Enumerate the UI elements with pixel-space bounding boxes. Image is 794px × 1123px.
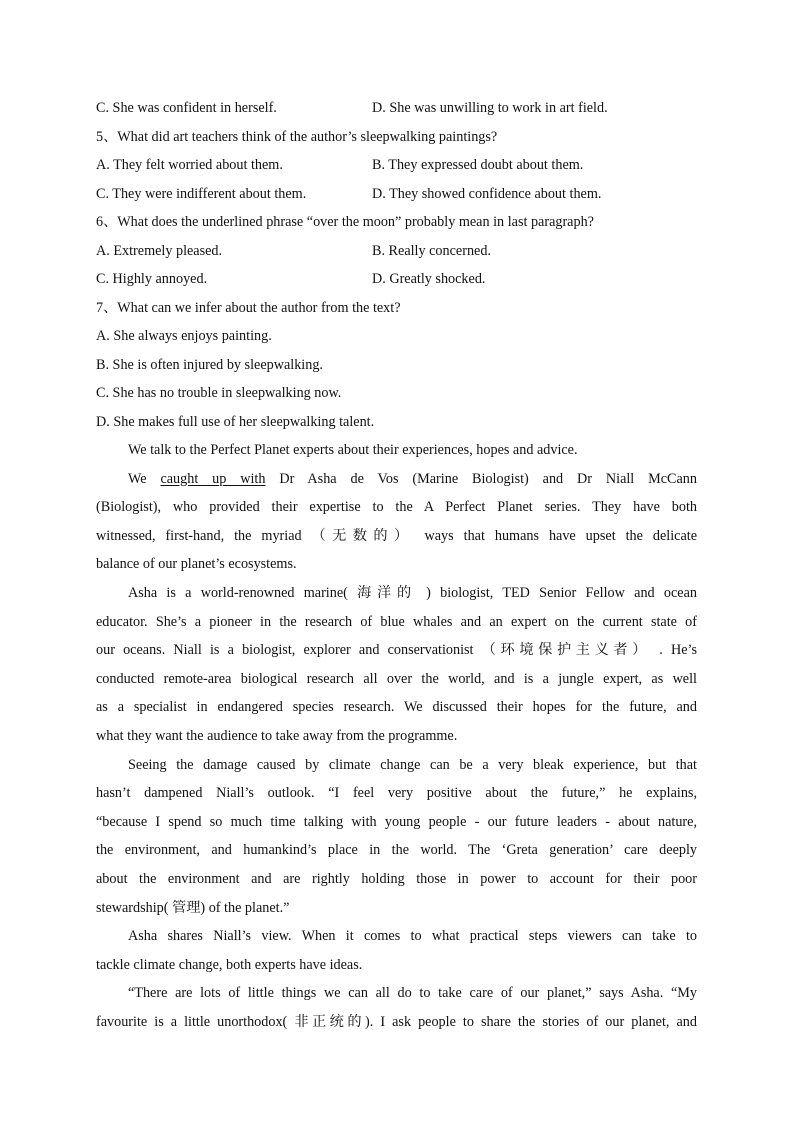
option-a: A. They felt worried about them. (96, 157, 283, 173)
options-row-q6-ab (96, 237, 697, 266)
paragraph-line: Asha is a world-renowned marine( 海洋的 ) biologist, TED Senior Fellow and ocean (128, 584, 697, 601)
paragraph-line: “because I spend so much time talking with young people - our future leaders - about nature, (96, 813, 697, 830)
option-c: C. Highly annoyed. (96, 271, 208, 287)
paragraph-line: educator. She’s a pioneer in the research of blue whales and an expert on the current state of (96, 613, 697, 630)
option-d: D. She makes full use of her sleepwalking talent. (96, 413, 375, 430)
option-c: C. They were indifferent about them. (96, 185, 307, 202)
paragraph-line: about the environment and are rightly holding those in power to account for their poor (96, 870, 697, 887)
passage-paragraph-6 (96, 979, 697, 1036)
paragraph-line: balance of our planet’s ecosystems. (96, 556, 297, 573)
passage-paragraph-4 (96, 751, 697, 923)
option-a: A. She always enjoys painting. (96, 328, 272, 344)
option-c: C. She has no trouble in sleepwalking now. (96, 385, 342, 401)
paragraph-line: stewardship( 管理) of the planet.” (96, 899, 290, 916)
options-row-q5-cd (96, 180, 697, 209)
option-b: B. She is often injured by sleepwalking. (96, 356, 323, 373)
passage-paragraph-1: We talk to the Perfect Planet experts about their experiences, hopes and advice. (128, 442, 578, 458)
option-d: D. They showed confidence about them. (372, 185, 602, 202)
paragraph-line: witnessed, first-hand, the myriad （无数的） ways that humans have upset the delicate (96, 527, 697, 544)
option-d: D. She was unwilling to work in art field. (372, 100, 608, 116)
option-d: D. Greatly shocked. (372, 271, 486, 287)
paragraph-line: hasn’t dampened Niall’s outlook. “I feel very positive about the future,” he explains, (96, 785, 697, 802)
passage-paragraph-5 (96, 922, 697, 979)
question-5: 5、What did art teachers think of the author’s sleepwalking paintings? (96, 128, 498, 145)
paragraph-line: “There are lots of little things we can all do to take care of our planet,” says Asha. “My (128, 985, 697, 1002)
question-6: 6、What does the underlined phrase “over the moon” probably mean in last paragraph? (96, 214, 594, 230)
paragraph-line: conducted remote-area biological research all over the world, and is a jungle expert, as well (96, 670, 697, 687)
paragraph-line: We caught up with Dr Asha de Vos (Marine Biologist) and Dr Niall McCann (128, 470, 697, 487)
option-c: C. She was confident in herself. (96, 100, 277, 116)
passage-paragraph-3 (96, 579, 697, 751)
option-b: B. They expressed doubt about them. (372, 157, 584, 173)
paragraph-line: the environment, and humankind’s place in the world. The ‘Greta generation’ care deeply (96, 842, 697, 859)
paragraph-line: Seeing the damage caused by climate change can be a very bleak experience, but that (128, 756, 697, 773)
paragraph-line: tackle climate change, both experts have ideas. (96, 956, 363, 973)
paragraph-line: (Biologist), who provided their expertise to the A Perfect Planet series. They have both (96, 499, 697, 516)
option-b: B. Really concerned. (372, 242, 491, 259)
option-a: A. Extremely pleased. (96, 242, 223, 259)
options-row-q5-ab (96, 151, 697, 180)
paragraph-line: as a specialist in endangered species research. We discussed their hopes for the future, and (96, 699, 697, 716)
question-7: 7、What can we infer about the author from the text? (96, 299, 401, 316)
passage-paragraph-2 (96, 465, 697, 579)
paragraph-line: what they want the audience to take away from the programme. (96, 727, 458, 744)
underlined-phrase: caught up with (160, 470, 266, 487)
document-page (96, 94, 697, 1036)
options-row-q6-cd (96, 265, 697, 294)
paragraph-line: favourite is a little unorthodox( 非正统的). I ask people to share the stories of our planet, and (96, 1013, 697, 1030)
paragraph-line: Asha shares Niall’s view. When it comes to what practical steps viewers can take to (128, 928, 697, 945)
paragraph-line: our oceans. Niall is a biologist, explorer and conservationist （环境保护主义者） . He’s (96, 642, 697, 659)
options-row-q4-cd (96, 94, 697, 123)
